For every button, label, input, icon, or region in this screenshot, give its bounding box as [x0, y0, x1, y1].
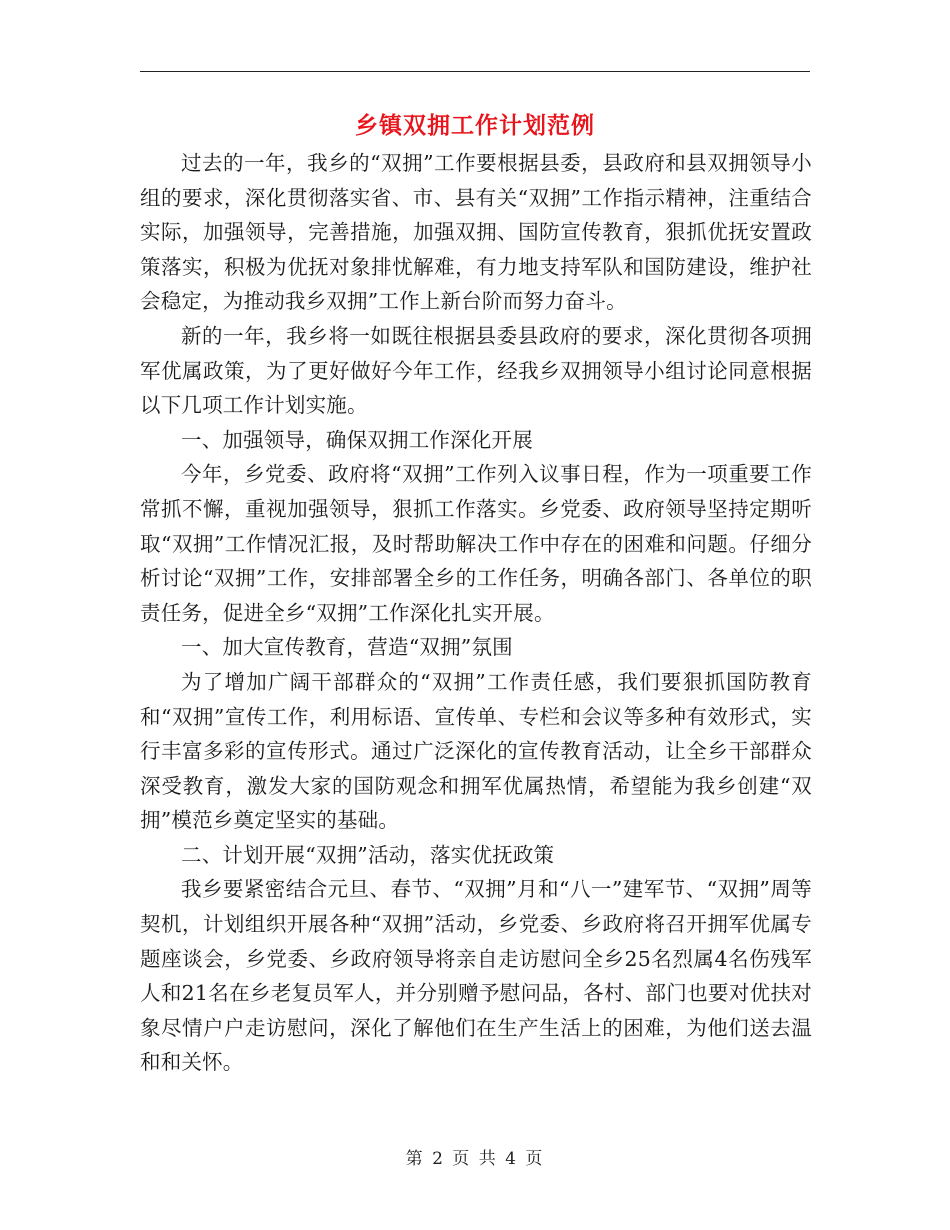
paragraph-review: 过去的一年，我乡的“双拥”工作要根据县委，县政府和县双拥领导小组的要求，深化贯彻落实省、市、县有关“双拥”工作指示精神，注重结合实际，加强领导，完善措施，加强双拥、国防宣传教育，狠抓优抚安置政策落实，积极为优抚对象排忧解难，有力地支持军队和国防建设，维护社会稳定，为推动我乡双拥”工作上新台阶而努力奋斗。: [140, 151, 812, 314]
section-heading-leadership: 一、加强领导，确保双拥工作深化开展: [181, 427, 533, 452]
page-number-footer: 第 2 页 共 4 页: [405, 1149, 545, 1169]
paragraph-publicity: 为了增加广阔干部群众的“双拥”工作责任感，我们要狠抓国防教育和“双拥”宣传工作，利用标语、宣传单、专栏和会议等多种有效形式，实行丰富多彩的宣传形式。通过广泛深化的宣传教育活动，让全乡干部群众深受教育，激发大家的国防观念和拥军优属热情，希望能为我乡创建“双拥”模范乡奠定坚实的基础。: [140, 669, 812, 833]
document-title: 乡镇双拥工作计划范例: [355, 113, 595, 139]
section-heading-publicity: 一、加大宣传教育，营造“双拥”氛围: [181, 635, 513, 660]
paragraph-activities: 我乡要紧密结合元旦、春节、“双拥”月和“八一”建军节、“双拥”周等契机，计划组织开展各种“双拥”活动，乡党委、乡政府将召开拥军优属专题座谈会，乡党委、乡政府领导将亲自走访慰问全乡25名烈属4名伤残军人和21名在乡老复员军人，并分别赠予慰问品，各村、部门也要对优扶对象尽情户户走访慰问，深化了解他们在生产生活上的困难，为他们送去温和和关怀。: [140, 877, 812, 1075]
section-heading-activities: 二、计划开展“双拥”活动，落实优抚政策: [181, 842, 555, 867]
paragraph-leadership: 今年，乡党委、政府将“双拥”工作列入议事日程，作为一项重要工作常抓不懈，重视加强领导，狠抓工作落实。乡党委、政府领导坚持定期听取“双拥”工作情况汇报，及时帮助解决工作中存在的困难和问题。仔细分析讨论“双拥”工作，安排部署全乡的工作任务，明确各部门、各单位的职责任务，促进全乡“双拥”工作深化扎实开展。: [140, 462, 812, 625]
document-body: [140, 146, 812, 1080]
header-rule: [140, 71, 810, 72]
paragraph-new-year: 新的一年，我乡将一如既往根据县委县政府的要求，深化贯彻各项拥军优属政策，为了更好做好今年工作，经我乡双拥领导小组讨论同意根据以下几项工作计划实施。: [140, 323, 812, 418]
